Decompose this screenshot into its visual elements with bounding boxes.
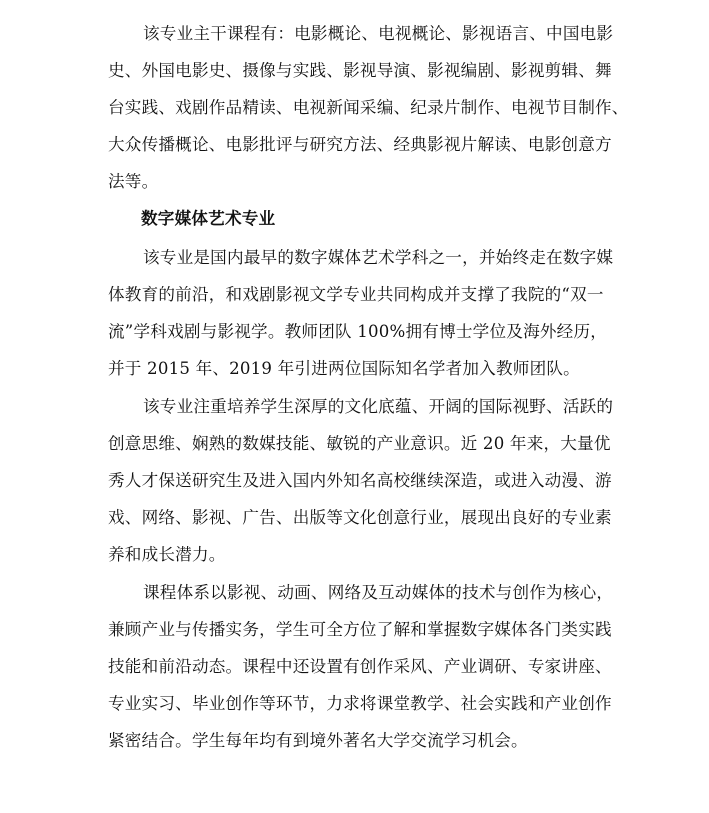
section-heading: 数字媒体艺术专业 [141,209,276,228]
paragraph-line: 专业实习、毕业创作等环节，力求将课堂教学、社会实践和产业创作 [108,694,612,713]
paragraph-line: 台实践、戏剧作品精读、电视新闻采编、纪录片制作、电视节目制作、 [108,98,629,117]
paragraph-line: 大众传播概论、电影批评与研究方法、经典影视片解读、电影创意方 [108,135,612,154]
paragraph-line: 该专业注重培养学生深厚的文化底蕴、开阔的国际视野、活跃的 [143,397,614,416]
paragraph-line: 并于 2015 年、2019 年引进两位国际知名学者加入教师团队。 [108,359,580,378]
paragraph-line: 该专业是国内最早的数字媒体艺术学科之一，并始终走在数字媒 [143,248,614,267]
paragraph-line: 课程体系以影视、动画、网络及互动媒体的技术与创作为核心， [143,583,614,602]
paragraph-line: 体教育的前沿，和戏剧影视文学专业共同构成并支撑了我院的“双一 [108,285,604,304]
paragraph-line: 秀人才保送研究生及进入国内外知名高校继续深造，或进入动漫、游 [108,471,612,490]
paragraph-line: 养和成长潜力。 [108,545,226,564]
paragraph-line: 技能和前沿动态。课程中还设置有创作采风、产业调研、专家讲座、 [108,657,612,676]
paragraph-line: 紧密结合。学生每年均有到境外著名大学交流学习机会。 [108,731,528,750]
paragraph-line: 该专业主干课程有：电影概论、电视概论、影视语言、中国电影 [143,24,614,43]
paragraph-line: 流”学科戏剧与影视学。教师团队 100%拥有博士学位及海外经历， [108,322,608,341]
paragraph-line: 法等。 [108,172,159,191]
paragraph-line: 史、外国电影史、摄像与实践、影视导演、影视编剧、影视剪辑、舞 [108,61,612,80]
paragraph-line: 戏、网络、影视、广告、出版等文化创意行业，展现出良好的专业素 [108,508,612,527]
paragraph-line: 兼顾产业与传播实务，学生可全方位了解和掌握数字媒体各门类实践 [108,620,612,639]
paragraph-line: 创意思维、娴熟的数媒技能、敏锐的产业意识。近 20 年来，大量优 [108,434,611,453]
